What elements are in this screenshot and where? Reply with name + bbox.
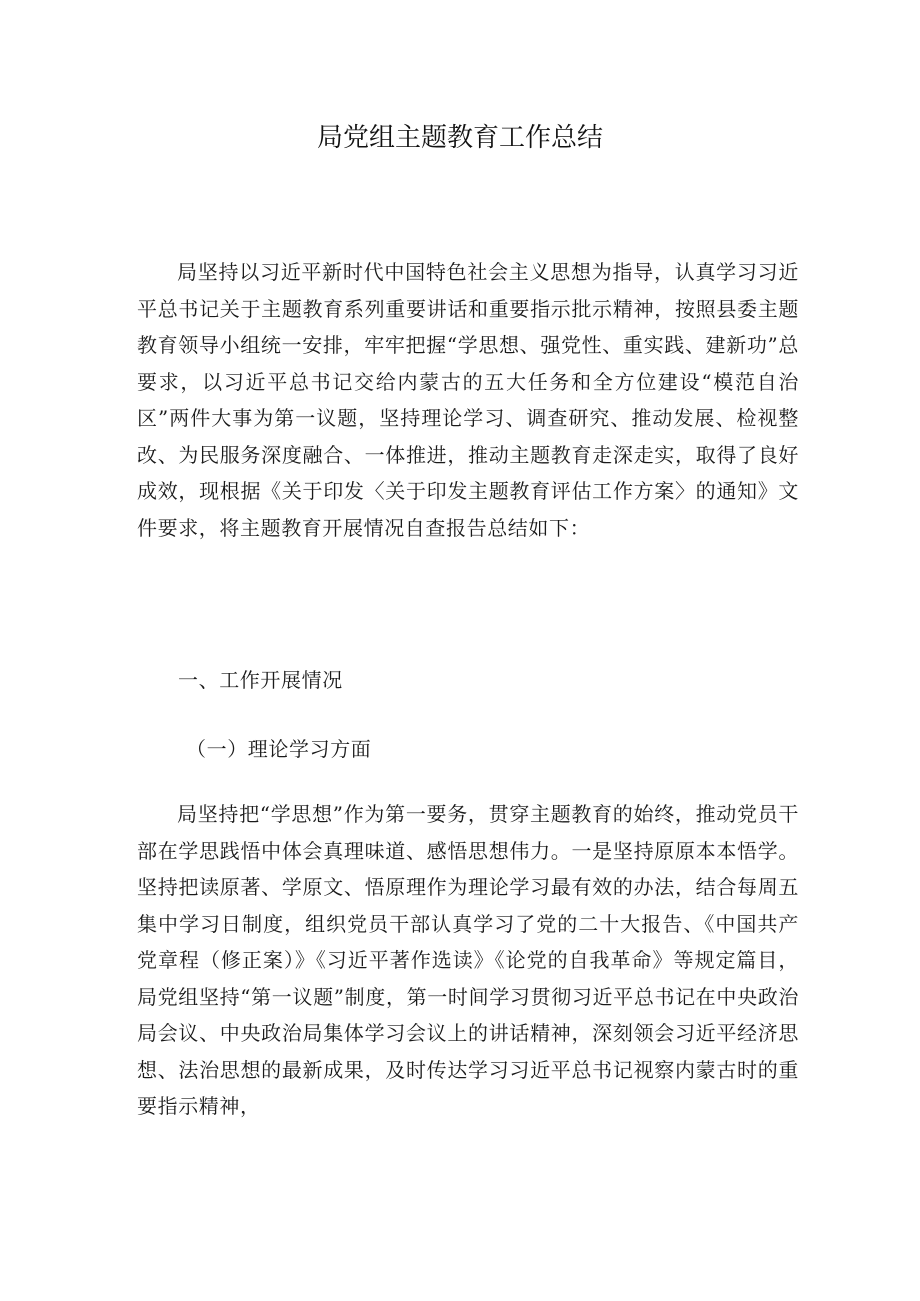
document-title: 局党组主题教育工作总结 [316, 123, 603, 153]
subsection-heading: （一）理论学习方面 [186, 737, 372, 761]
section-heading: 一、工作开展情况 [178, 668, 343, 692]
intro-paragraph: 局坚持以习近平新时代中国特色社会主义思想为指导，认真学习习近平总书记关于主题教育系列重要讲话和重要指示批示精神，按照县委主题教育领导小组统一安排，牢牢把握“学思想、强党性、重实践、建新功”总要求，以习近平总书记交给内蒙古的五大任务和全方位建设“模范自治区”两件大事为第一议题，坚持理论学习、调查研究、推动发展、检视整改、为民服务深度融合、一体推进，推动主题教育走深走实，取得了良好成效，现根据《关于印发〈关于印发主题教育评估工作方案〉的通知》文件要求，将主题教育开展情况自查报告总结如下： [137, 260, 799, 540]
body-paragraph: 局坚持把“学思想”作为第一要务，贯穿主题教育的始终，推动党员干部在学思践悟中体会真理味道、感悟思想伟力。一是坚持原原本本悟学。坚持把读原著、学原文、悟原理作为理论学习最有效的办法，结合每周五集中学习日制度，组织党员干部认真学习了党的二十大报告、《中国共产党章程（修正案）》《习近平著作选读》《论党的自我革命》等规定篇目，局党组坚持“第一议题”制度，第一时间学习贯彻习近平总书记在中央政治局会议、中央政治局集体学习会议上的讲话精神，深刻领会习近平经济思想、法治思想的最新成果，及时传达学习习近平总书记视察内蒙古时的重要指示精神， [137, 802, 799, 1118]
